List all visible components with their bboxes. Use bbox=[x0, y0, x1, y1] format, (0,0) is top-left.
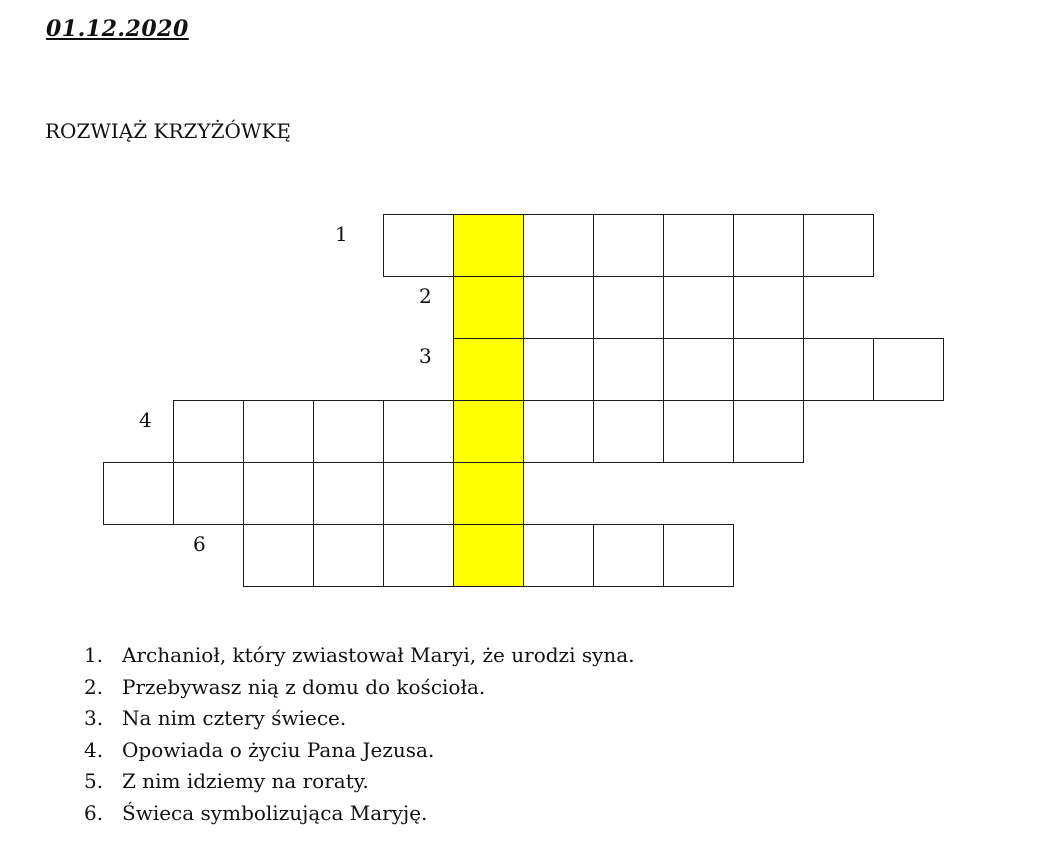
crossword-cell[interactable] bbox=[523, 338, 594, 401]
crossword-cell[interactable] bbox=[733, 338, 804, 401]
crossword-cell[interactable] bbox=[733, 276, 804, 339]
crossword-cell[interactable] bbox=[453, 400, 524, 463]
clue-item bbox=[84, 798, 635, 830]
clue-item bbox=[84, 766, 635, 798]
clue-item bbox=[84, 640, 635, 672]
clue-text: Przebywasz nią z domu do kościoła. bbox=[122, 674, 486, 699]
crossword-cell[interactable] bbox=[313, 400, 384, 463]
page-title: ROZWIĄŻ KRZYŻÓWKĘ bbox=[45, 119, 291, 143]
row-number-label: 4 bbox=[139, 408, 152, 432]
crossword-cell[interactable] bbox=[733, 400, 804, 463]
clue-number: 2. bbox=[84, 674, 104, 699]
crossword-cell[interactable] bbox=[313, 462, 384, 525]
clue-text: Z nim idziemy na roraty. bbox=[122, 769, 369, 793]
crossword-cell[interactable] bbox=[663, 214, 734, 277]
crossword-cell[interactable] bbox=[523, 400, 594, 463]
clue-item bbox=[84, 703, 635, 735]
crossword-cell[interactable] bbox=[523, 214, 594, 277]
clue-text: Archanioł, który zwiastował Maryi, że urodzi syna. bbox=[122, 643, 635, 667]
crossword-cell[interactable] bbox=[173, 400, 244, 463]
clue-text: Świeca symbolizująca Maryję. bbox=[122, 800, 428, 825]
crossword-cell[interactable] bbox=[453, 462, 524, 525]
crossword-cell[interactable] bbox=[663, 276, 734, 339]
clue-number: 4. bbox=[84, 737, 104, 762]
crossword-cell[interactable] bbox=[663, 400, 734, 463]
crossword-cell[interactable] bbox=[803, 338, 874, 401]
crossword-cell[interactable] bbox=[383, 462, 454, 525]
crossword-cell[interactable] bbox=[593, 338, 664, 401]
clue-number: 1. bbox=[84, 643, 104, 667]
crossword-cell[interactable] bbox=[663, 338, 734, 401]
row-number-label: 1 bbox=[335, 222, 348, 246]
crossword-cell[interactable] bbox=[243, 524, 314, 587]
clue-number: 6. bbox=[84, 800, 104, 825]
clue-item bbox=[84, 672, 635, 704]
crossword-cell[interactable] bbox=[173, 462, 244, 525]
crossword-cell[interactable] bbox=[453, 214, 524, 277]
crossword-cell[interactable] bbox=[593, 400, 664, 463]
crossword-cell[interactable] bbox=[313, 524, 384, 587]
crossword-cell[interactable] bbox=[523, 276, 594, 339]
crossword-cell[interactable] bbox=[873, 338, 944, 401]
crossword-cell[interactable] bbox=[243, 400, 314, 463]
clue-list bbox=[84, 640, 635, 829]
clue-text: Opowiada o życiu Pana Jezusa. bbox=[122, 737, 435, 762]
crossword-cell[interactable] bbox=[383, 214, 454, 277]
crossword-cell[interactable] bbox=[383, 400, 454, 463]
crossword-cell[interactable] bbox=[453, 276, 524, 339]
clue-number: 5. bbox=[84, 769, 104, 793]
crossword-cell[interactable] bbox=[663, 524, 734, 587]
clue-text: Na nim cztery świece. bbox=[122, 706, 347, 730]
crossword-cell[interactable] bbox=[243, 462, 314, 525]
row-number-label: 3 bbox=[419, 344, 432, 368]
clue-item bbox=[84, 735, 635, 767]
crossword-cell[interactable] bbox=[593, 524, 664, 587]
crossword-cell[interactable] bbox=[453, 524, 524, 587]
crossword-cell[interactable] bbox=[103, 462, 174, 525]
crossword-cell[interactable] bbox=[733, 214, 804, 277]
crossword-cell[interactable] bbox=[383, 524, 454, 587]
crossword-cell[interactable] bbox=[593, 276, 664, 339]
date-heading: 01.12.2020 bbox=[46, 16, 189, 42]
crossword-cell[interactable] bbox=[803, 214, 874, 277]
crossword-cell[interactable] bbox=[453, 338, 524, 401]
crossword-cell[interactable] bbox=[593, 214, 664, 277]
row-number-label: 6 bbox=[193, 532, 206, 556]
row-number-label: 2 bbox=[419, 284, 432, 308]
crossword-cell[interactable] bbox=[523, 524, 594, 587]
clue-number: 3. bbox=[84, 706, 104, 730]
